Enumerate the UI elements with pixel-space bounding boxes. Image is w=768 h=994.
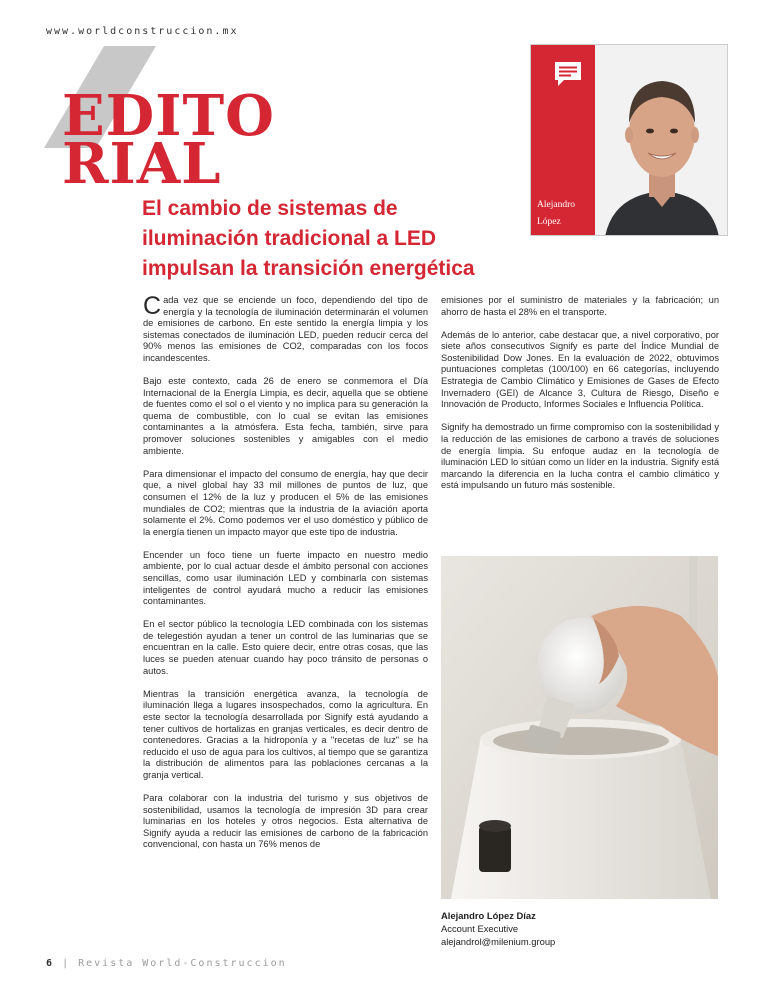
lightbulb-photo bbox=[441, 556, 718, 899]
paragraph-1-text: ada vez que se enciende un foco, dependiendo del tipo de energía y la tecnología de iluminación determinarán el volumen de emisiones de carbono. En este sentido la energía limpia y los sistemas conectados de iluminación LED, pueden reducir cerca del 90% menos las emisiones de CO2, comparadas con los focos incandescentes. bbox=[143, 295, 428, 363]
portrait-illustration bbox=[595, 45, 727, 235]
article-column-left bbox=[143, 292, 428, 862]
article-column-right bbox=[441, 295, 719, 503]
headline: El cambio de sistemas de iluminación tradicional a LED impulsan la transición energética bbox=[142, 197, 475, 280]
paragraph-7: Para colaborar con la industria del turismo y sus objetivos de sostenibilidad, usamos la tecnología de impresión 3D para crear luminarias en los hoteles y otros negocios. Esta alternativa de Signify ayuda a reducir las emisiones de carbono de la fabricación convencional, con hasta un 76% menos de bbox=[143, 792, 428, 850]
section-title-line1: EDITO bbox=[62, 83, 275, 149]
author-signature bbox=[441, 910, 555, 948]
author-red-panel bbox=[531, 45, 595, 235]
paragraph-10: Signify ha demostrado un firme compromiso con la sostenibilidad y la reducción de las emisiones de carbono a través de soluciones de energía limpia. Su enfoque audaz en la tecnología de iluminación LED lo sitúan como un líder en la industria. Signify está marcando la diferencia en la lucha contra el cambio climático y está impulsando un futuro más sostenible. bbox=[441, 422, 719, 491]
site-url: www.worldconstruccion.mx bbox=[46, 26, 239, 37]
footer-separator: | bbox=[62, 958, 71, 969]
author-card bbox=[530, 44, 728, 236]
lightbulb-illustration bbox=[441, 556, 718, 899]
author-name bbox=[537, 197, 593, 231]
author-last-name: López bbox=[537, 217, 561, 227]
page-number: 6 bbox=[46, 958, 55, 969]
section-title-line2: RIAL bbox=[62, 131, 222, 197]
drop-cap: C bbox=[143, 292, 162, 320]
paragraph-5: En el sector público la tecnología LED combinada con los sistemas de telegestión ayudan a tener un control de las luminarias que se encuentran en la calle. Esto quiere decir, entre otras cosas, que las luces se pueden atenuar cuando hay poco tránsito de personas o autos. bbox=[143, 619, 428, 676]
author-first-name: Alejandro bbox=[537, 200, 575, 210]
signature-name: Alejandro López Díaz bbox=[441, 910, 536, 921]
paragraph-6: Mientras la transición energética avanza, la tecnología de iluminación llega a lugares insospechados, como la agricultura. En este sector la tecnología desarrollada por Signify está ayudando a tener cultivos de hortalizas en granjas verticales, es decir dentro de contenedores. Gracias a la hidroponía y a "recetas de luz" se ha reducido el uso de agua para los cultivos, al tiempo que se garantiza la distribución de alimentos para las poblaciones cercanas a la granja vertical. bbox=[143, 688, 428, 780]
signature-email[interactable]: alejandrol@milenium.group bbox=[441, 935, 556, 947]
signature-role: Account Executive bbox=[441, 922, 519, 934]
magazine-name: Revista World-Construccion bbox=[78, 958, 287, 969]
comment-icon bbox=[553, 60, 583, 88]
paragraph-2: Bajo este contexto, cada 26 de enero se conmemora el Día Internacional de la Energía Limpia, es decir, aquella que se obtiene de fuentes como el sol o el viento y no implica para su generación la quema de combustible, con lo cual se evitan las emisiones contaminantes a la atmósfera. Esta fecha, también, sirve para promover soluciones sostenibles y amigables con el medio ambiente. bbox=[143, 376, 428, 456]
paragraph-9: Además de lo anterior, cabe destacar que, a nivel corporativo, por siete años consecutivos Signify es parte del Índice Mundial de Sostenibilidad Dow Jones. En la evaluación de 2022, obtuvimos puntuaciones completas (100/100) en 66 categorías, incluyendo Estrategia de Cambio Climático y Emisiones de Gases de Efecto Invernadero (GEI) de Alcance 3, Cultura de Riesgo, Diseño e Innovación de Producto, Informes Sociales e Influencia Política. bbox=[441, 329, 719, 410]
paragraph-3: Para dimensionar el impacto del consumo de energía, hay que decir que, a nivel global hay 33 mil millones de puntos de luz, que consumen el 12% de la luz y producen el 5% de las emisiones mundiales de CO2; mientras que la industria de la aviación aporta solamente el 2%. Como podemos ver el uso doméstico y público de la energía tienen un impacto mayor que este tipo de industria. bbox=[143, 468, 428, 537]
page-footer bbox=[46, 958, 287, 969]
paragraph-8: emisiones por el suministro de materiales y la fabricación; un ahorro de hasta el 28% en el transporte. bbox=[441, 295, 719, 317]
author-portrait bbox=[595, 45, 727, 235]
paragraph-1 bbox=[143, 292, 428, 365]
paragraph-4: Encender un foco tiene un fuerte impacto en nuestro medio ambiente, por lo cual actuar desde el ámbito personal con acciones sencillas, como usar iluminación LED y combinarla con sistemas inteligentes de control ayudará mucho a reducir las emisiones contaminantes. bbox=[143, 549, 428, 607]
